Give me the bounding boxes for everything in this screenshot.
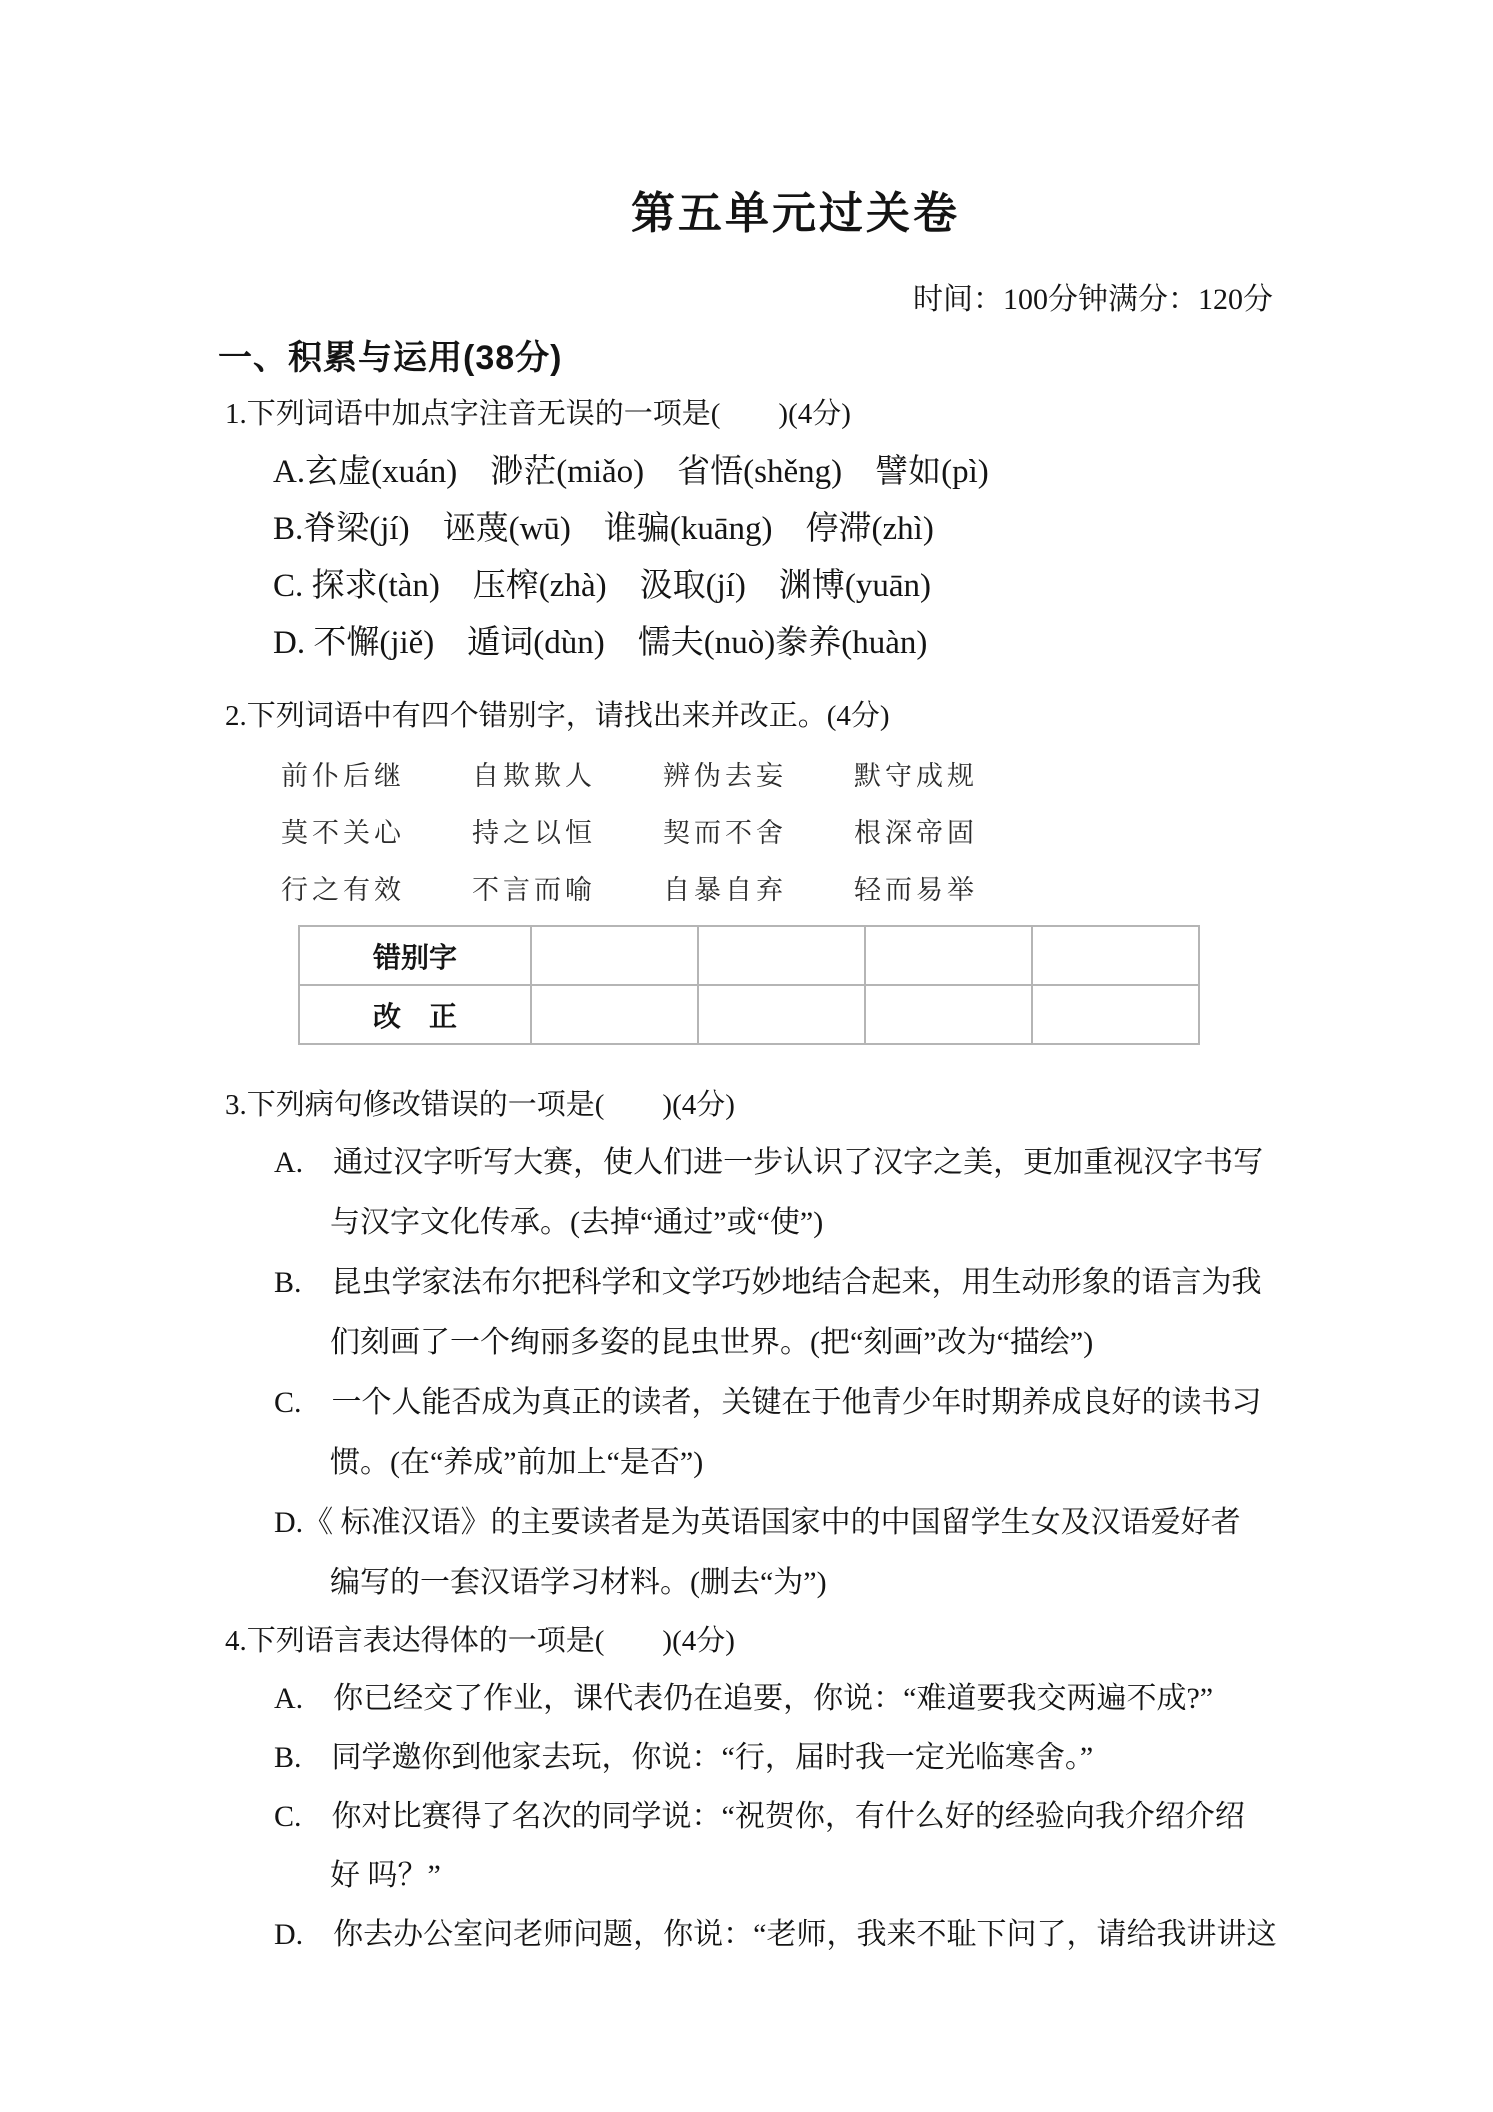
table-row-label: 错别字	[299, 926, 531, 985]
q1-option-a: A.玄虚(xuán) 渺茫(miǎo) 省悟(shěng) 譬如(pì)	[273, 454, 989, 490]
q4-option-b-line: B. 同学邀你到他家去玩，你说：“行，届时我一定光临寒舍。”	[274, 1741, 1094, 1774]
word-row	[281, 750, 1293, 807]
q4-options	[218, 1669, 1293, 1964]
table-cell-empty	[1032, 926, 1199, 985]
word-item: 前仆后继	[281, 761, 405, 791]
q1-option-d: D. 不懈(jiě) 遁词(dùn) 懦夫(nuò)豢养(huàn)	[273, 625, 928, 661]
table-cell-empty	[1032, 985, 1199, 1044]
table-cell-empty	[865, 985, 1032, 1044]
q1-option-b: B.脊梁(jí) 诬蔑(wū) 谁骗(kuāng) 停滞(zhì)	[273, 511, 934, 547]
q1-stem: 1.下列词语中加点字注音无误的一项是( )(4分)	[225, 398, 851, 430]
q2-stem: 2.下列词语中有四个错别字，请找出来并改正。(4分)	[225, 700, 890, 732]
word-row	[281, 807, 1293, 864]
table-cell-empty	[698, 985, 865, 1044]
word-item: 契而不舍	[663, 818, 787, 848]
correction-table	[298, 925, 1200, 1045]
q4-option-c-line: 好 吗？”	[330, 1859, 441, 1892]
table-cell-empty	[698, 926, 865, 985]
q4-stem: 4.下列语言表达得体的一项是( )(4分)	[225, 1625, 735, 1657]
word-item: 根深帝固	[854, 818, 978, 848]
table-row-wrong-chars	[299, 926, 1199, 985]
word-item: 默守成规	[854, 761, 978, 791]
q2-word-grid	[218, 750, 1293, 921]
section-heading: 一、积累与运用(38分)	[218, 339, 563, 377]
word-item: 辨伪去妄	[663, 761, 787, 791]
q3-option-d-line: D.《 标准汉语》的主要读者是为英语国家中的中国留学生女及汉语爱好者	[274, 1506, 1241, 1539]
q3-option-d-line: 编写的一套汉语学习材料。(删去“为”)	[330, 1566, 827, 1599]
table-cell-empty	[531, 926, 698, 985]
exam-meta: 时间：100分钟满分：120分	[913, 283, 1273, 316]
word-item: 轻而易举	[854, 875, 978, 905]
q3-option-a-line: A. 通过汉字听写大赛，使人们进一步认识了汉字之美，更加重视汉字书写	[274, 1146, 1264, 1179]
q3-option-c-line: C. 一个人能否成为真正的读者，关键在于他青少年时期养成良好的读书习	[274, 1386, 1262, 1419]
table-cell-empty	[531, 985, 698, 1044]
q4-option-a-line: A. 你已经交了作业，课代表仍在追要，你说：“难道要我交两遍不成?”	[274, 1682, 1214, 1715]
word-item: 不言而喻	[472, 875, 596, 905]
page-title: 第五单元过关卷	[631, 189, 960, 238]
word-item: 自暴自弃	[663, 875, 787, 905]
q3-options	[218, 1133, 1293, 1613]
q3-option-c-line: 惯。(在“养成”前加上“是否”)	[330, 1446, 704, 1479]
table-row-corrections	[299, 985, 1199, 1044]
word-item: 行之有效	[281, 875, 405, 905]
q3-option-a-line: 与汉字文化传承。(去掉“通过”或“使”)	[330, 1206, 824, 1239]
q4-option-d-line: D. 你去办公室问老师问题，你说：“老师，我来不耻下问了，请给我讲讲这	[274, 1918, 1277, 1951]
table-row-label: 改 正	[299, 985, 531, 1044]
q3-stem: 3.下列病句修改错误的一项是( )(4分)	[225, 1089, 735, 1121]
q3-option-b-line: B. 昆虫学家法布尔把科学和文学巧妙地结合起来，用生动形象的语言为我	[274, 1266, 1262, 1299]
q1-options	[218, 444, 1293, 672]
word-item: 莫不关心	[281, 818, 405, 848]
q4-option-c-line: C. 你对比赛得了名次的同学说：“祝贺你，有什么好的经验向我介绍介绍	[274, 1800, 1245, 1833]
q1-option-c: C. 探求(tàn) 压榨(zhà) 汲取(jí) 渊博(yuān)	[273, 568, 932, 604]
table-cell-empty	[865, 926, 1032, 985]
word-item: 持之以恒	[472, 818, 596, 848]
q3-option-b-line: 们刻画了一个绚丽多姿的昆虫世界。(把“刻画”改为“描绘”)	[330, 1326, 1094, 1359]
word-item: 自欺欺人	[472, 761, 596, 791]
word-row	[281, 864, 1293, 921]
